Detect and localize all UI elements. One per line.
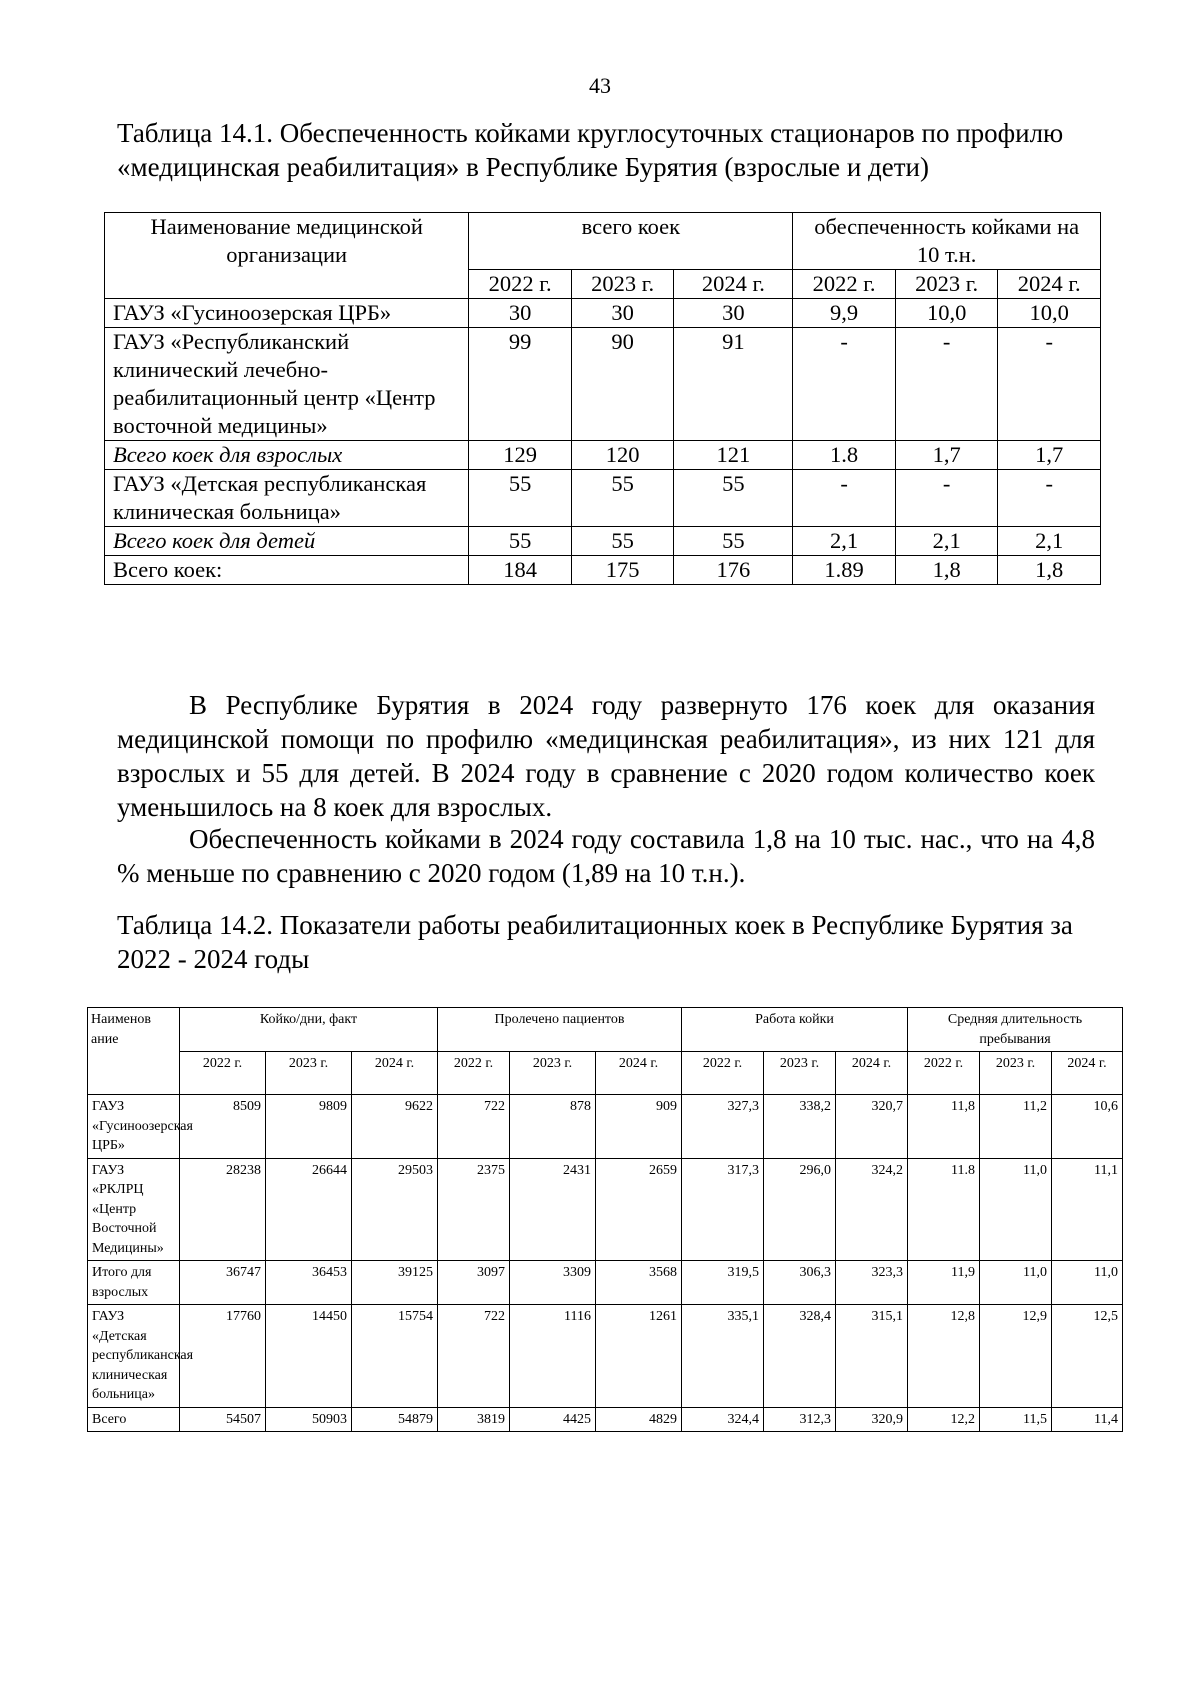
table1-row [105, 299, 1101, 328]
table1-year-header: 2023 г. [895, 270, 998, 299]
table2-cell: 11,0 [1052, 1261, 1123, 1305]
table1-cell: 55 [571, 527, 674, 556]
table1-cell: 1,8 [895, 556, 998, 585]
table1-cell: - [998, 328, 1101, 441]
table2-cell: 4829 [596, 1407, 682, 1432]
table1-row-name: ГАУЗ «Детская республиканская клиническая больница» [105, 470, 469, 527]
table2-cell: 335,1 [682, 1305, 764, 1408]
table1-cell: 30 [571, 299, 674, 328]
table2-cell: 9622 [352, 1095, 438, 1159]
table1-cell: 176 [674, 556, 793, 585]
table1-row [105, 527, 1101, 556]
table1-row [105, 470, 1101, 527]
table1-caption: Таблица 14.1. Обеспеченность койками круглосуточных стационаров по профилю «медицинская реабилитация» в Республике Бурятия (взрослые и дети) [117, 118, 1064, 182]
table1-cell: 1,7 [998, 441, 1101, 470]
table1-cell: 2,1 [895, 527, 998, 556]
table1-row [105, 441, 1101, 470]
table2-cell: 317,3 [682, 1158, 764, 1261]
table2-cell: 11,4 [1052, 1407, 1123, 1432]
table1-cell: 1,8 [998, 556, 1101, 585]
table2-cell: 909 [596, 1095, 682, 1159]
table1-cell: 55 [571, 470, 674, 527]
table1-header-name: Наименование медицинской организации [105, 213, 469, 299]
table2-year-header: 2023 г. [764, 1052, 836, 1095]
table1-cell: 90 [571, 328, 674, 441]
table2-cell: 2375 [438, 1158, 510, 1261]
table2-row [88, 1158, 1123, 1261]
table1-cell: - [793, 470, 896, 527]
table1-cell: 121 [674, 441, 793, 470]
table1-cell: 91 [674, 328, 793, 441]
table1-row-name: ГАУЗ «Гусиноозерская ЦРБ» [105, 299, 469, 328]
table2-cell: 4425 [510, 1407, 596, 1432]
table1-year-header: 2022 г. [793, 270, 896, 299]
table2-cell: 1116 [510, 1305, 596, 1408]
table1-cell: 2,1 [793, 527, 896, 556]
table1-cell: 184 [469, 556, 572, 585]
table2-row [88, 1407, 1123, 1432]
table1-header-provision: обеспеченность койками на 10 т.н. [793, 213, 1101, 270]
table2-cell: 296,0 [764, 1158, 836, 1261]
table1-cell: 55 [674, 470, 793, 527]
table2-row [88, 1305, 1123, 1408]
table2-cell: 36747 [180, 1261, 266, 1305]
table1-year-header: 2024 г. [998, 270, 1101, 299]
table2-year-header: 2022 г. [682, 1052, 764, 1095]
table2-cell: 324,2 [836, 1158, 908, 1261]
paragraph: Обеспеченность койками в 2024 году составила 1,8 на 10 тыс. нас., что на 4,8 % меньше по сравнению с 2020 годом (1,89 на 10 т.н.). [117, 824, 1095, 888]
table2-cell: 3309 [510, 1261, 596, 1305]
table2-row-name: Всего [88, 1407, 180, 1432]
table2-cell: 50903 [266, 1407, 352, 1432]
table2-row-name: ГАУЗ «Гусиноозерская ЦРБ» [88, 1095, 180, 1159]
table1-cell: - [793, 328, 896, 441]
table2-year-header: 2024 г. [352, 1052, 438, 1095]
table2-cell: 878 [510, 1095, 596, 1159]
table2-cell: 36453 [266, 1261, 352, 1305]
table1-cell: 1,7 [895, 441, 998, 470]
table2-cell: 323,3 [836, 1261, 908, 1305]
table2-year-header: 2024 г. [836, 1052, 908, 1095]
table2-year-header: 2022 г. [438, 1052, 510, 1095]
table1-cell: 2,1 [998, 527, 1101, 556]
table2-cell: 320,9 [836, 1407, 908, 1432]
table2-cell: 3819 [438, 1407, 510, 1432]
table2-cell: 1261 [596, 1305, 682, 1408]
table1-row [105, 556, 1101, 585]
table2-year-header: 2024 г. [596, 1052, 682, 1095]
table2-cell: 3097 [438, 1261, 510, 1305]
table1-row [105, 328, 1101, 441]
table2-cell: 12,2 [908, 1407, 980, 1432]
table2-row [88, 1095, 1123, 1159]
table2-cell: 328,4 [764, 1305, 836, 1408]
table2-cell: 8509 [180, 1095, 266, 1159]
table1-year-header: 2022 г. [469, 270, 572, 299]
table2-year-header: 2023 г. [980, 1052, 1052, 1095]
table1-row-name: Всего коек: [105, 556, 469, 585]
table2-row-name: ГАУЗ «РКЛРЦ «Центр Восточной Медицины» [88, 1158, 180, 1261]
table2-cell: 315,1 [836, 1305, 908, 1408]
table2 [87, 1007, 1123, 1432]
table2-cell: 12,5 [1052, 1305, 1123, 1408]
table2-cell: 15754 [352, 1305, 438, 1408]
table2-cell: 312,3 [764, 1407, 836, 1432]
table2-cell: 39125 [352, 1261, 438, 1305]
table1-cell: 175 [571, 556, 674, 585]
table2-cell: 722 [438, 1095, 510, 1159]
table1-cell: - [895, 328, 998, 441]
table2-cell: 54879 [352, 1407, 438, 1432]
table2-cell: 12,8 [908, 1305, 980, 1408]
table2-cell: 11,2 [980, 1095, 1052, 1159]
table2-group-header: Работа койки [682, 1008, 908, 1052]
table2-year-header: 2022 г. [180, 1052, 266, 1095]
table2-cell: 11,0 [980, 1158, 1052, 1261]
table2-cell: 14450 [266, 1305, 352, 1408]
table1-year-header: 2023 г. [571, 270, 674, 299]
table2-cell: 320,7 [836, 1095, 908, 1159]
table2-cell: 12,9 [980, 1305, 1052, 1408]
table2-group-header: Койко/дни, факт [180, 1008, 438, 1052]
table2-cell: 28238 [180, 1158, 266, 1261]
table2-year-header: 2023 г. [266, 1052, 352, 1095]
table2-cell: 3568 [596, 1261, 682, 1305]
page-number: 43 [589, 73, 611, 98]
table2-group-header: Средняя длительность пребывания [908, 1008, 1123, 1052]
table2-cell: 11,8 [908, 1095, 980, 1159]
table1-cell: - [998, 470, 1101, 527]
table2-cell: 2659 [596, 1158, 682, 1261]
table2-cell: 2431 [510, 1158, 596, 1261]
table2-header-name: Наименов ание [88, 1008, 180, 1095]
table2-cell: 17760 [180, 1305, 266, 1408]
table1-row-name: ГАУЗ «Республиканский клинический лечебно-реабилитационный центр «Центр восточной медицины» [105, 328, 469, 441]
table1-cell: 10,0 [895, 299, 998, 328]
table2-cell: 324,4 [682, 1407, 764, 1432]
table2-cell: 327,3 [682, 1095, 764, 1159]
table2-cell: 10,6 [1052, 1095, 1123, 1159]
table2-row-name: ГАУЗ «Детская республиканская клиническая больница» [88, 1305, 180, 1408]
table2-cell: 26644 [266, 1158, 352, 1261]
table2-cell: 319,5 [682, 1261, 764, 1305]
table2-cell: 54507 [180, 1407, 266, 1432]
table1-cell: 1.89 [793, 556, 896, 585]
table1-cell: 1.8 [793, 441, 896, 470]
table1 [104, 212, 1101, 585]
table1-cell: 10,0 [998, 299, 1101, 328]
table1-cell: 30 [469, 299, 572, 328]
table2-cell: 11,0 [980, 1261, 1052, 1305]
table2-cell: 11.8 [908, 1158, 980, 1261]
table1-cell: 55 [674, 527, 793, 556]
table2-row-name: Итого для взрослых [88, 1261, 180, 1305]
table1-row-name: Всего коек для детей [105, 527, 469, 556]
table2-caption: Таблица 14.2. Показатели работы реабилитационных коек в Республике Бурятия за 2022 - 2024 годы [117, 910, 1073, 974]
table1-cell: 99 [469, 328, 572, 441]
table1-cell: 55 [469, 470, 572, 527]
table2-cell: 11,9 [908, 1261, 980, 1305]
table1-cell: 9,9 [793, 299, 896, 328]
table2-cell: 722 [438, 1305, 510, 1408]
table1-cell: 30 [674, 299, 793, 328]
table2-cell: 338,2 [764, 1095, 836, 1159]
paragraph: В Республике Бурятия в 2024 году развернуто 176 коек для оказания медицинской помощи по профилю «медицинская реабилитация», из них 121 для взрослых и 55 для детей. В 2024 году в сравнение с 2020 годом количество коек уменьшилось на 8 коек для взрослых. [117, 690, 1095, 822]
table1-header-total-beds: всего коек [469, 213, 793, 270]
table1-year-header: 2024 г. [674, 270, 793, 299]
table1-row-name: Всего коек для взрослых [105, 441, 469, 470]
table2-year-header: 2022 г. [908, 1052, 980, 1095]
table2-row [88, 1261, 1123, 1305]
table2-cell: 11,5 [980, 1407, 1052, 1432]
table2-year-header: 2023 г. [510, 1052, 596, 1095]
table2-group-header: Пролечено пациентов [438, 1008, 682, 1052]
table2-cell: 29503 [352, 1158, 438, 1261]
table2-cell: 306,3 [764, 1261, 836, 1305]
table1-cell: 120 [571, 441, 674, 470]
table2-cell: 9809 [266, 1095, 352, 1159]
table2-cell: 11,1 [1052, 1158, 1123, 1261]
table1-cell: 129 [469, 441, 572, 470]
table1-cell: 55 [469, 527, 572, 556]
table2-year-header: 2024 г. [1052, 1052, 1123, 1095]
table1-cell: - [895, 470, 998, 527]
